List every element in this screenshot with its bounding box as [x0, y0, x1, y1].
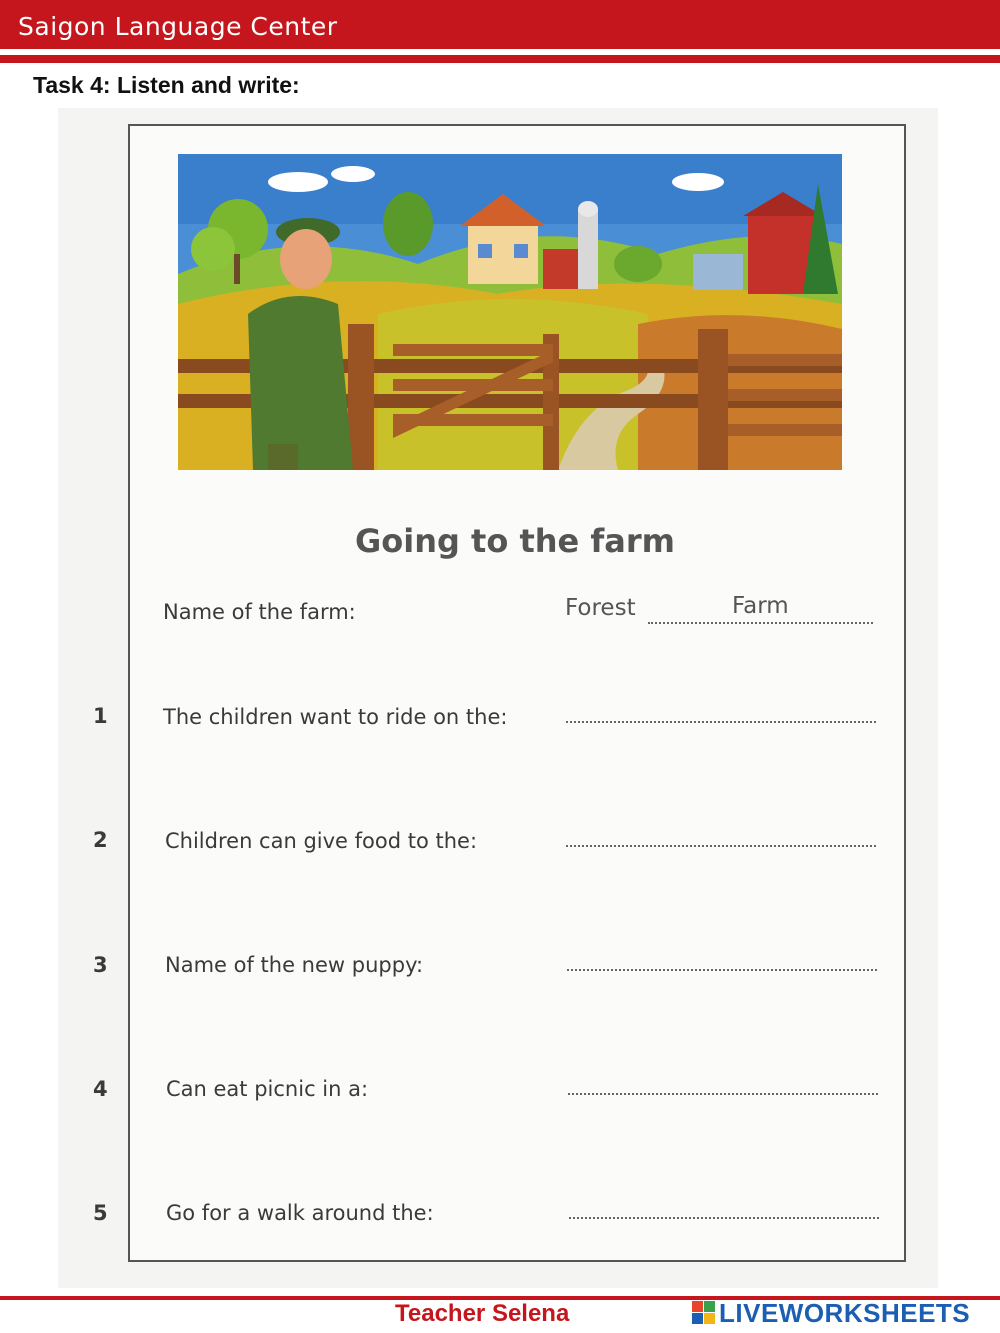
liveworksheets-brand[interactable]	[692, 1298, 970, 1328]
farm-illustration	[178, 154, 842, 470]
question-text: Can eat picnic in a:	[166, 1077, 369, 1101]
answer-line-5[interactable]	[569, 1217, 879, 1219]
task-title: Task 4: Listen and write:	[33, 72, 300, 98]
header-divider	[0, 55, 1000, 63]
answer-line-4[interactable]	[568, 1093, 878, 1095]
farm-name-answer-line	[648, 622, 873, 624]
worksheet-title: Going to the farm	[354, 522, 676, 560]
answer-line-1[interactable]	[566, 721, 876, 723]
question-text: Go for a walk around the:	[166, 1201, 434, 1225]
question-number: 1	[93, 704, 108, 728]
question-text: The children want to ride on the:	[163, 705, 508, 729]
question-text: Children can give food to the:	[165, 829, 478, 853]
answer-line-2[interactable]	[566, 845, 876, 847]
teacher-name: Teacher Selena	[395, 1300, 570, 1327]
farm-name-answer-right: Farm	[732, 593, 789, 619]
question-number: 4	[93, 1077, 108, 1101]
answer-line-3[interactable]	[567, 969, 877, 971]
header-bar	[0, 0, 1000, 49]
question-number: 3	[93, 953, 108, 977]
header-title: Saigon Language Center	[18, 12, 338, 41]
farm-name-answer-left: Forest	[565, 595, 636, 621]
question-text: Name of the new puppy:	[165, 953, 424, 977]
question-number: 2	[93, 828, 108, 852]
liveworksheets-logo-icon	[692, 1301, 716, 1325]
farm-name-label: Name of the farm:	[163, 600, 356, 624]
liveworksheets-wordmark: LIVEWORKSHEETS	[719, 1297, 971, 1328]
question-number: 5	[93, 1201, 108, 1225]
